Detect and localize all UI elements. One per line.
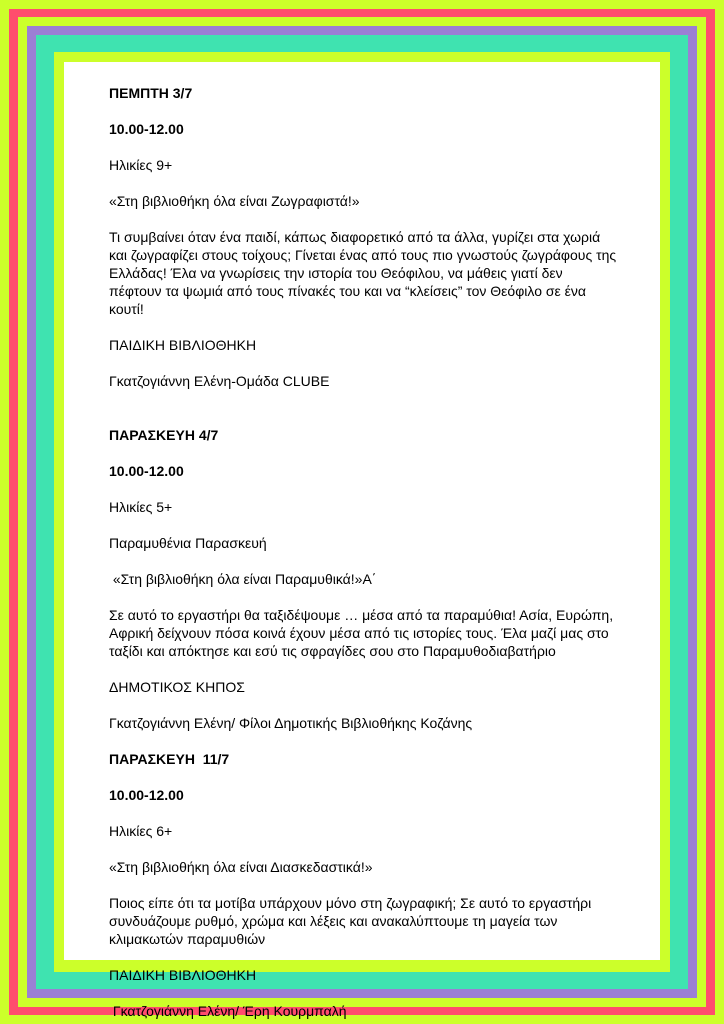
event-time: 10.00-12.00 (109, 121, 184, 137)
event-ages: Ηλικίες 9+ (109, 157, 173, 173)
event-thursday (109, 84, 619, 390)
event-description: Τι συμβαίνει όταν ένα παιδί, κάπως διαφορετικό από τα άλλα, γυρίζει στα χωριά και ζωγραφίζει στους τοίχους; Γίνεται ένας από τους πιο γνωστούς ζωγράφους της Ελλάδας! Έλα να γνωρίσεις την ιστορία του Θεόφιλου, να μάθεις γιατί δεν πέφτουν τα ψωμιά από τους πίνακές του και να “κλείσεις” τον Θεόφιλο σε ένα κουτί! (109, 229, 617, 317)
event-day: ΠΑΡΑΣΚΕΥΗ 11/7 (109, 751, 230, 767)
event-description: Ποιος είπε ότι τα μοτίβα υπάρχουν μόνο στη ζωγραφική; Σε αυτό το εργαστήρι συνδυάζουμε ρυθμό, χρώμα και λέξεις και ανακαλύπτουμε τη μαγεία των κλιμακωτών παραμυθιών (109, 895, 592, 947)
program-content (109, 84, 619, 1020)
event-location: ΠΑΙΔΙΚΗ ΒΙΒΛΙΟΘΗΚΗ (109, 337, 257, 353)
event-organizer: Γκατζογιάννη Ελένη-Ομάδα CLUBE (109, 373, 330, 389)
event-description: Σε αυτό το εργαστήρι θα ταξιδέψουμε … μέσα από τα παραμύθια! Ασία, Ευρώπη, Αφρική δείχνουν πόσα κοινά έχουν μέσα από τις ιστορίες τους. Έλα μαζί μας στο ταξίδι και απόκτησε και εσύ τις σφραγίδες σου στο Παραμυθοδιαβατήριο (109, 607, 614, 659)
event-organizer: Γκατζογιάννη Ελένη/ Φίλοι Δημοτικής Βιβλιοθήκης Κοζάνης (109, 715, 473, 731)
event-location: ΠΑΙΔΙΚΗ ΒΙΒΛΙΟΘΗΚΗ (109, 967, 257, 983)
event-title: «Στη βιβλιοθήκη όλα είναι Διασκεδαστικά!» (109, 859, 373, 875)
event-title: «Στη βιβλιοθήκη όλα είναι Παραμυθικά!»Α΄ (109, 571, 377, 587)
event-time: 10.00-12.00 (109, 463, 184, 479)
event-title: «Στη βιβλιοθήκη όλα είναι Ζωγραφιστά!» (109, 193, 360, 209)
event-time: 10.00-12.00 (109, 787, 184, 803)
event-day: ΠΑΡΑΣΚΕΥΗ 4/7 (109, 427, 219, 443)
event-ages: Ηλικίες 6+ (109, 823, 173, 839)
event-subtitle: Παραμυθένια Παρασκευή (109, 535, 267, 551)
event-friday-11 (109, 750, 619, 1020)
event-organizer: Γκατζογιάννη Ελένη/ Έρη Κουρμπαλή (109, 1003, 347, 1019)
event-ages: Ηλικίες 5+ (109, 499, 173, 515)
event-day: ΠΕΜΠΤΗ 3/7 (109, 85, 193, 101)
event-friday-4 (109, 426, 619, 732)
event-location: ΔΗΜΟΤΙΚΟΣ ΚΗΠΟΣ (109, 679, 245, 695)
